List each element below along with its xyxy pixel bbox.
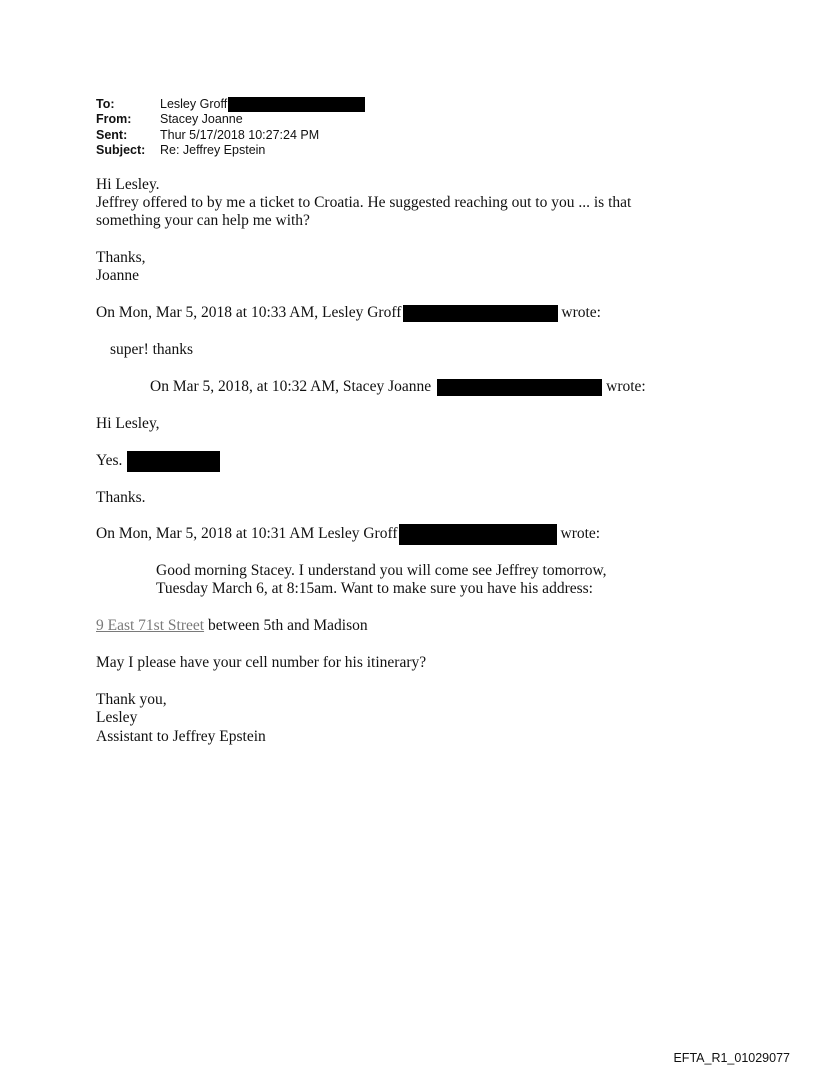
quote3-address — [96, 616, 368, 635]
quote3-line-2: Tuesday March 6, at 8:15am. Want to make sure you have his address: — [156, 580, 593, 597]
quote3-thank-you: Thank you, — [96, 691, 167, 708]
redaction-box — [399, 524, 557, 545]
quote3-cell-request: May I please have your cell number for his itinerary? — [96, 654, 427, 671]
quote3-name: Lesley — [96, 709, 138, 726]
redaction-box — [403, 305, 558, 322]
body-line-1: Jeffrey offered to by me a ticket to Croatia. He suggested reaching out to you ... is that — [96, 194, 632, 211]
quote1-intro — [96, 303, 601, 322]
sent-value: Thur 5/17/2018 10:27:24 PM — [160, 127, 320, 142]
quote2-wrote: wrote: — [606, 378, 646, 395]
quote3-line-1: Good morning Stacey. I understand you will come see Jeffrey tomorrow, — [156, 562, 607, 579]
quote3-title: Assistant to Jeffrey Epstein — [96, 728, 266, 745]
quote2-yes-text: Yes. — [96, 452, 123, 470]
sent-label: Sent: — [96, 127, 128, 142]
body-thanks: Thanks, — [96, 249, 146, 266]
quote3-wrote: wrote: — [560, 525, 601, 543]
redaction-box — [228, 97, 365, 112]
quote2-intro — [150, 377, 646, 396]
address-rest: between 5th and Madison — [204, 617, 368, 634]
quote3-intro — [96, 524, 600, 545]
subject-label: Subject: — [96, 142, 146, 157]
quote1-text: super! thanks — [110, 341, 194, 358]
address-link[interactable]: 9 East 71st Street — [96, 617, 205, 634]
to-name: Lesley Groff — [160, 97, 228, 111]
to-value — [160, 97, 365, 112]
redaction-box — [127, 451, 220, 472]
quote1-intro-text: On Mon, Mar 5, 2018 at 10:33 AM, Lesley Groff — [96, 304, 402, 321]
redaction-box — [437, 379, 602, 396]
quote1-wrote: wrote: — [561, 304, 601, 321]
from-label: From: — [96, 112, 132, 127]
document-id: EFTA_R1_01029077 — [673, 1051, 790, 1065]
quote2-greeting: Hi Lesley, — [96, 415, 160, 432]
from-value: Stacey Joanne — [160, 112, 243, 127]
quote2-intro-text: On Mar 5, 2018, at 10:32 AM, Stacey Joanne — [150, 378, 432, 395]
quote3-intro-text: On Mon, Mar 5, 2018 at 10:31 AM Lesley Groff — [96, 525, 398, 543]
quote2-thanks: Thanks. — [96, 489, 146, 506]
quote2-yes — [96, 451, 220, 472]
body-line-2: something your can help me with? — [96, 212, 310, 229]
body-greeting: Hi Lesley. — [96, 176, 160, 193]
body-signoff: Joanne — [96, 267, 140, 284]
to-label: To: — [96, 97, 115, 111]
subject-value: Re: Jeffrey Epstein — [160, 142, 266, 157]
